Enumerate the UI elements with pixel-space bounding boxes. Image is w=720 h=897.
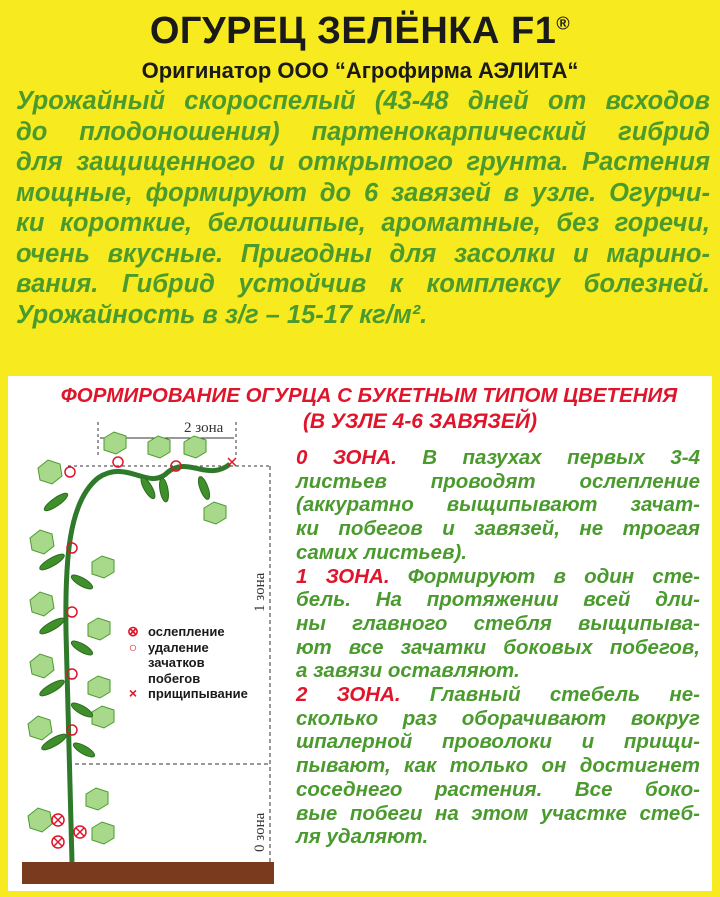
zone0-line: 0 ЗОНА. В пазухах первых 3-4: [296, 446, 700, 469]
description-line: ки короткие, белошипые, ароматные, без горечи,: [16, 209, 710, 237]
zone2-heading: 2 ЗОНА.: [296, 683, 401, 707]
zone2-line: вые побеги на этом участке стеб-: [296, 801, 700, 825]
description-line: для защищенного и открытого грунта. Растения: [16, 148, 710, 176]
soil: [22, 862, 274, 884]
zone2-line: шпалерной проволоки и прищи-: [296, 730, 700, 754]
zone1-line: ют все зачатки боковых побегов,: [296, 635, 700, 659]
zones-text: [296, 446, 700, 849]
description-line: вания. Гибрид устойчив к комплексу болезней.: [16, 270, 710, 298]
zone2-line: 2 ЗОНА. Главный стебель не-: [296, 683, 700, 707]
formation-subtitle: (В УЗЛЕ 4-6 ЗАВЯЗЕЙ): [302, 410, 538, 433]
zone1-line: а завязи оставляют.: [296, 659, 520, 683]
product-title: ОГУРЕЦ ЗЕЛЁНКА F1®: [149, 10, 571, 52]
zone2-line: ля удаляют.: [296, 825, 429, 849]
zone1-line: ны главного стебля выщипыва-: [296, 611, 700, 635]
zone-0-label: 0 зона: [252, 812, 268, 852]
zone-2-label: 2 зона: [184, 420, 224, 436]
zone1-line: бель. На протяжении всей дли-: [296, 588, 700, 612]
zone0-line: самих листьев).: [296, 540, 467, 564]
zone0-line: листьев проводят ослепление: [296, 469, 700, 493]
zone1-line: 1 ЗОНА. Формируют в один сте-: [296, 564, 700, 588]
zone0-line: ки побегов и завязей, не трогая: [296, 517, 700, 541]
blinding-symbol-icon: ⊗: [127, 623, 139, 639]
originator-line: Оригинатор ООО “Агрофирма АЭЛИТА“: [141, 58, 579, 83]
formation-title: ФОРМИРОВАНИЕ ОГУРЦА С БУКЕТНЫМ ТИПОМ ЦВЕТЕНИЯ: [60, 384, 678, 407]
diagram-legend: [124, 624, 248, 702]
description-line: Урожайный скороспелый (43-48 дней от всходов: [16, 87, 710, 115]
zone2-line: соседнего растения. Все боко-: [296, 777, 700, 801]
removal-symbol-icon: ○: [128, 638, 138, 655]
legend-pinching: × прищипывание: [124, 686, 248, 702]
legend-blinding: ⊗ ослепление: [124, 624, 248, 640]
description-line: очень вкусные. Пригодны для засолки и марино-: [16, 239, 710, 268]
description-line: мощные, формируют до 6 завязей в узле. Огурчи-: [16, 178, 710, 207]
zone-1-label: 1 зона: [252, 572, 268, 612]
description-line: Урожайность в з/г – 15-17 кг/м².: [16, 300, 428, 329]
pinching-symbol-icon: ×: [128, 685, 138, 701]
legend-removal: ○ удаление зачатков побегов: [124, 640, 248, 687]
zone0-line: (аккуратно выщипывают зачат-: [296, 493, 700, 517]
zone2-line: пывают, как только он достигнет: [296, 754, 700, 778]
zone2-line: сколько раз оборачивают вокруг: [296, 706, 700, 730]
description-line: до плодоношения) партенокарпический гибрид: [16, 117, 710, 146]
zone1-heading: 1 ЗОНА.: [296, 564, 390, 588]
zone0-heading: 0 ЗОНА.: [296, 446, 397, 469]
product-description: [16, 86, 710, 330]
registered-mark: ®: [556, 13, 571, 34]
